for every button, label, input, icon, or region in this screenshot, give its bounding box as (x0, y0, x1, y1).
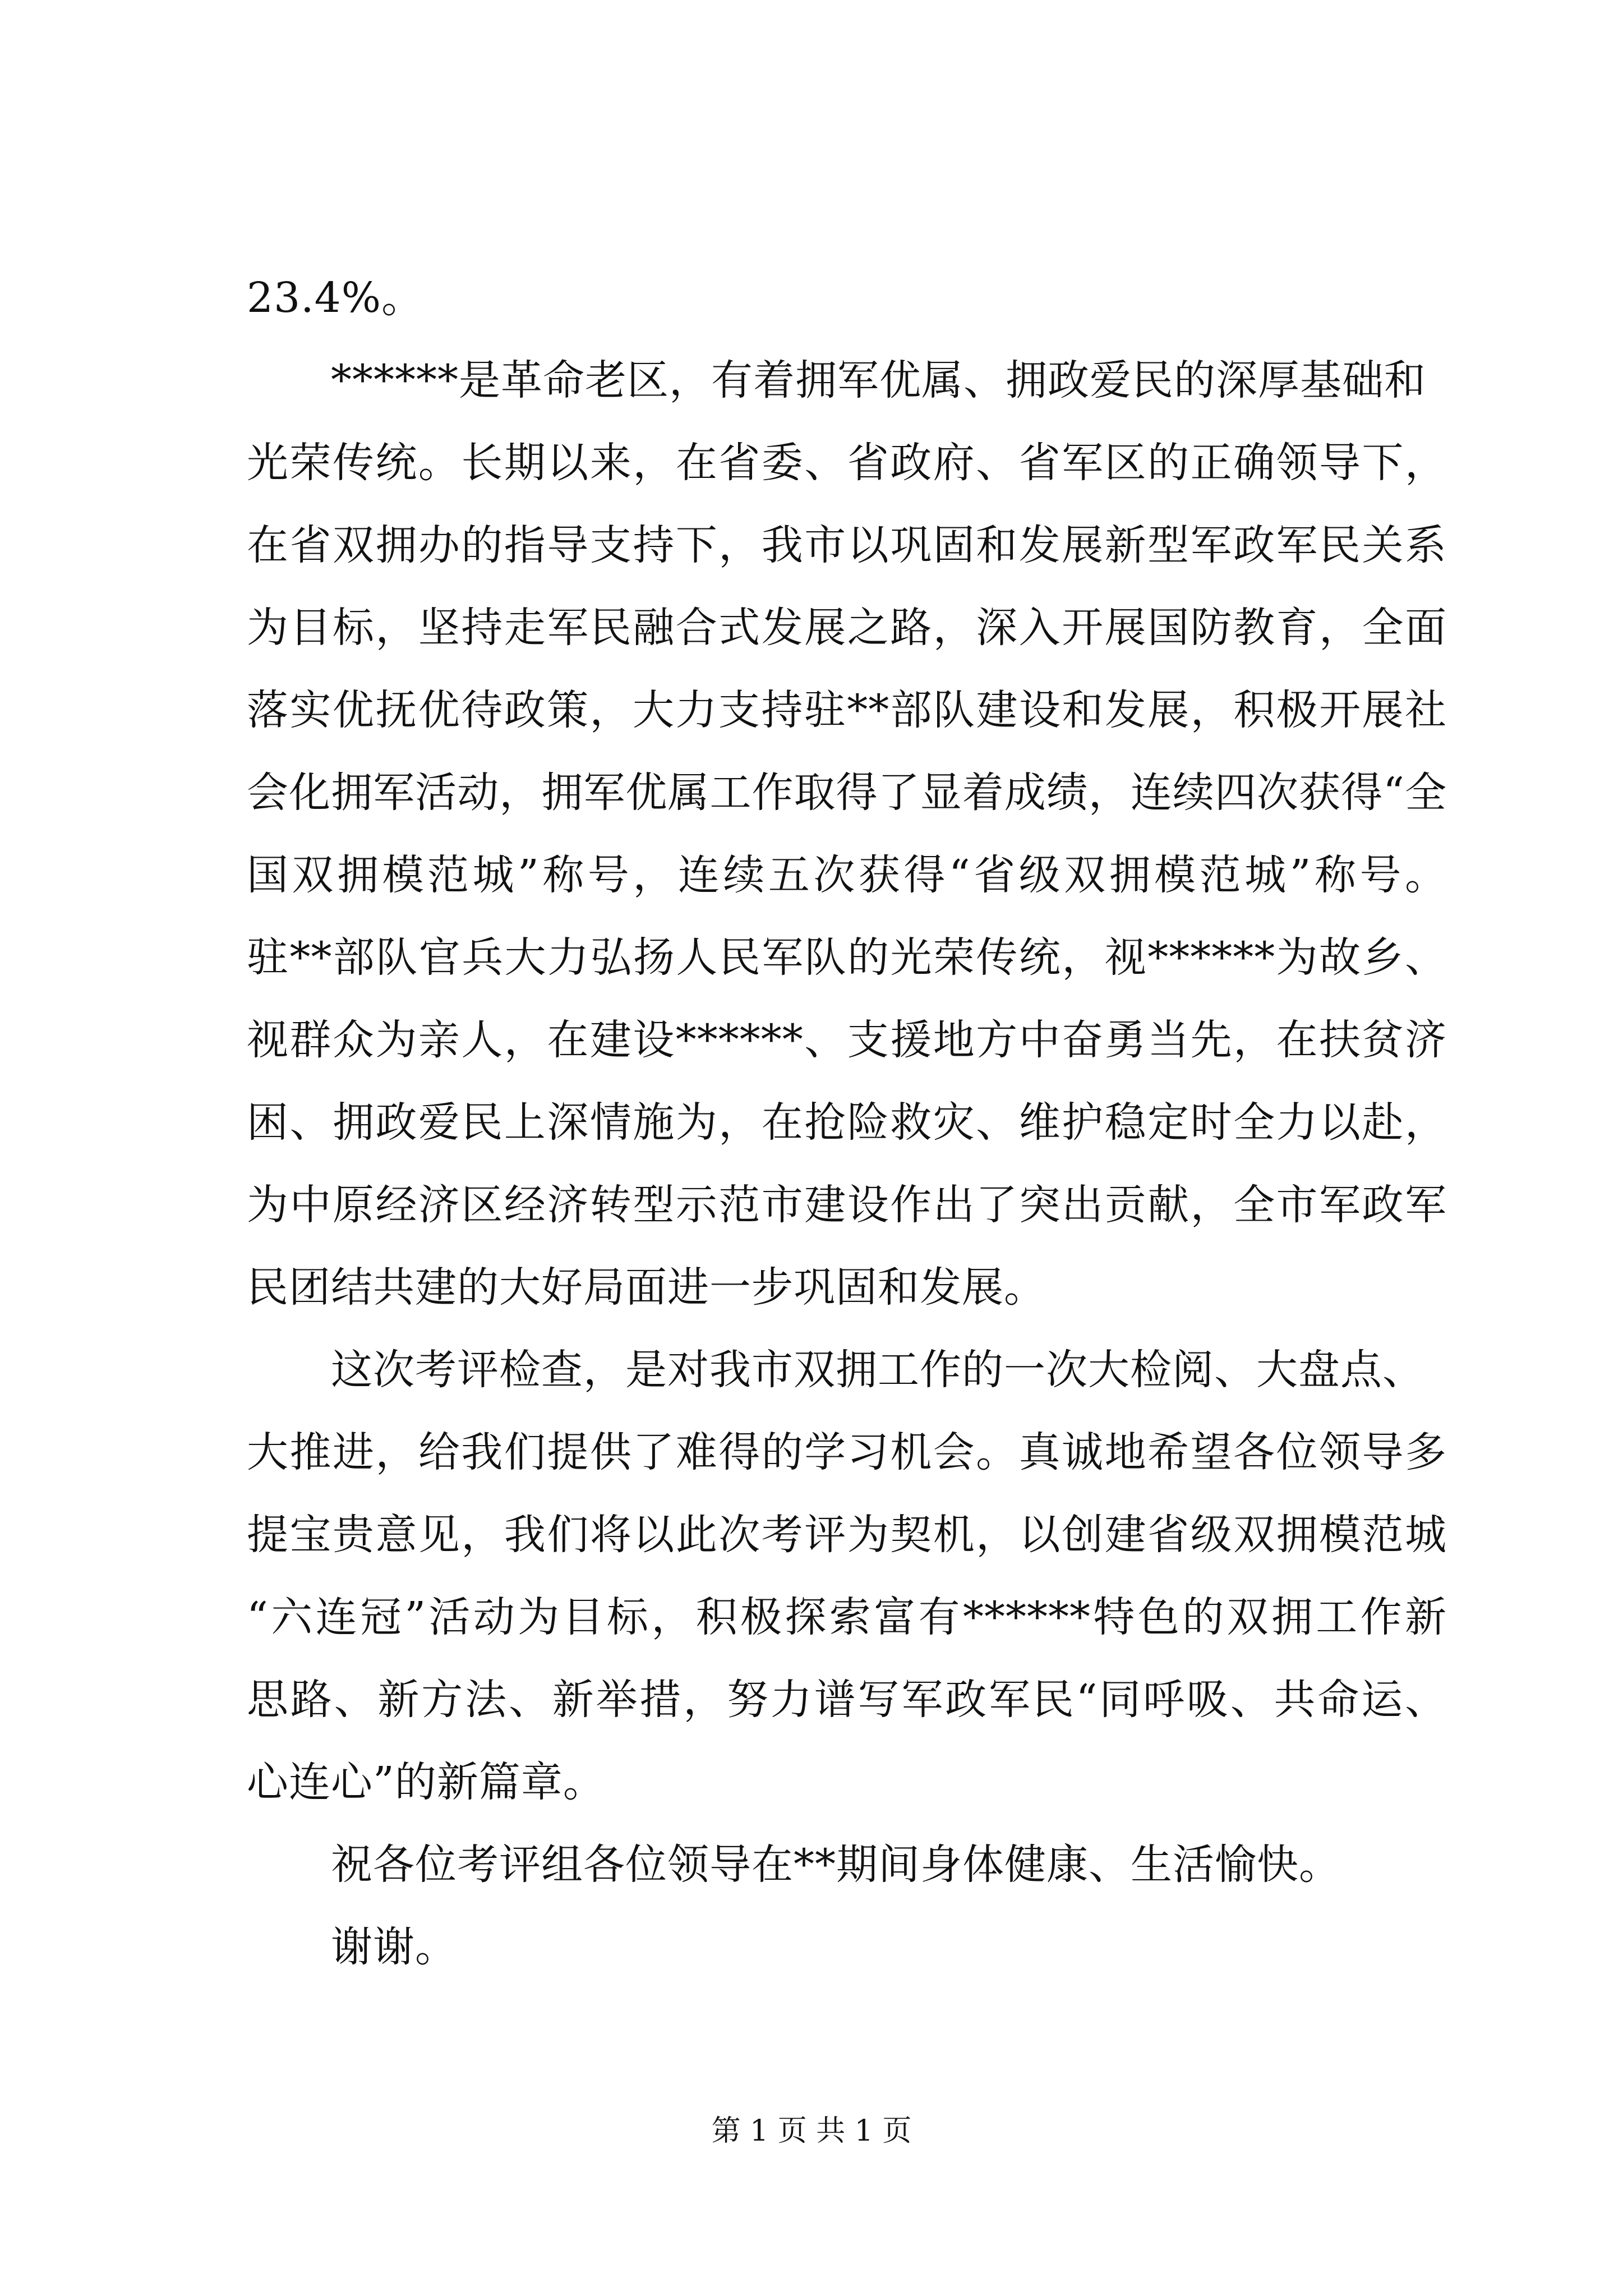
text-line: 提宝贵意见，我们将以此次考评为契机，以创建省级双拥模范城 (247, 1511, 1447, 1559)
paragraph-end-line: 民团结共建的大好局面进一步巩固和发展。 (247, 1263, 1046, 1312)
body-text (247, 257, 1447, 1989)
text-line: 落实优抚优待政策，大力支持驻**部队建设和发展，积极开展社 (247, 686, 1447, 734)
paragraph-start-line: ******是革命老区，有着拥军优属、拥政爱民的深厚基础和 (331, 356, 1426, 404)
text-line: 光荣传统。长期以来，在省委、省政府、省军区的正确领导下， (247, 439, 1447, 487)
text-line: 驻**部队官兵大力弘扬人民军队的光荣传统，视******为故乡、 (247, 933, 1447, 982)
text-line: 视群众为亲人，在建设******、支援地方中奋勇当先，在扶贫济 (247, 1016, 1447, 1064)
text-line: 会化拥军活动，拥军优属工作取得了显着成绩，连续四次获得“全 (247, 769, 1447, 817)
page-number-footer: 第 1 页 共 1 页 (711, 2114, 912, 2148)
text-line: 为目标，坚持走军民融合式发展之路，深入开展国防教育，全面 (247, 604, 1447, 652)
paragraph-start-line: 这次考评检查，是对我市双拥工作的一次大检阅、大盘点、 (331, 1346, 1424, 1394)
text-line: 23.4%。 (247, 274, 424, 322)
text-line: 国双拥模范城”称号，连续五次获得“省级双拥模范城”称号。 (247, 851, 1447, 899)
paragraph-end-line: 心连心”的新篇章。 (247, 1758, 605, 1806)
text-line: 困、拥政爱民上深情施为，在抢险救灾、维护稳定时全力以赴， (247, 1098, 1447, 1147)
text-line: 在省双拥办的指导支持下，我市以巩固和发展新型军政军民关系 (247, 521, 1447, 569)
text-line: 大推进，给我们提供了难得的学习机会。真诚地希望各位领导多 (247, 1428, 1447, 1476)
text-line: “六连冠”活动为目标，积极探索富有******特色的双拥工作新 (247, 1593, 1447, 1641)
text-line: 为中原经济区经济转型示范市建设作出了突出贡献，全市军政军 (247, 1181, 1447, 1229)
closing-wish-line: 祝各位考评组各位领导在**期间身体健康、生活愉快。 (331, 1841, 1341, 1889)
thanks-line: 谢谢。 (331, 1923, 457, 1971)
text-line: 思路、新方法、新举措，努力谱写军政军民“同呼吸、共命运、 (247, 1676, 1447, 1724)
